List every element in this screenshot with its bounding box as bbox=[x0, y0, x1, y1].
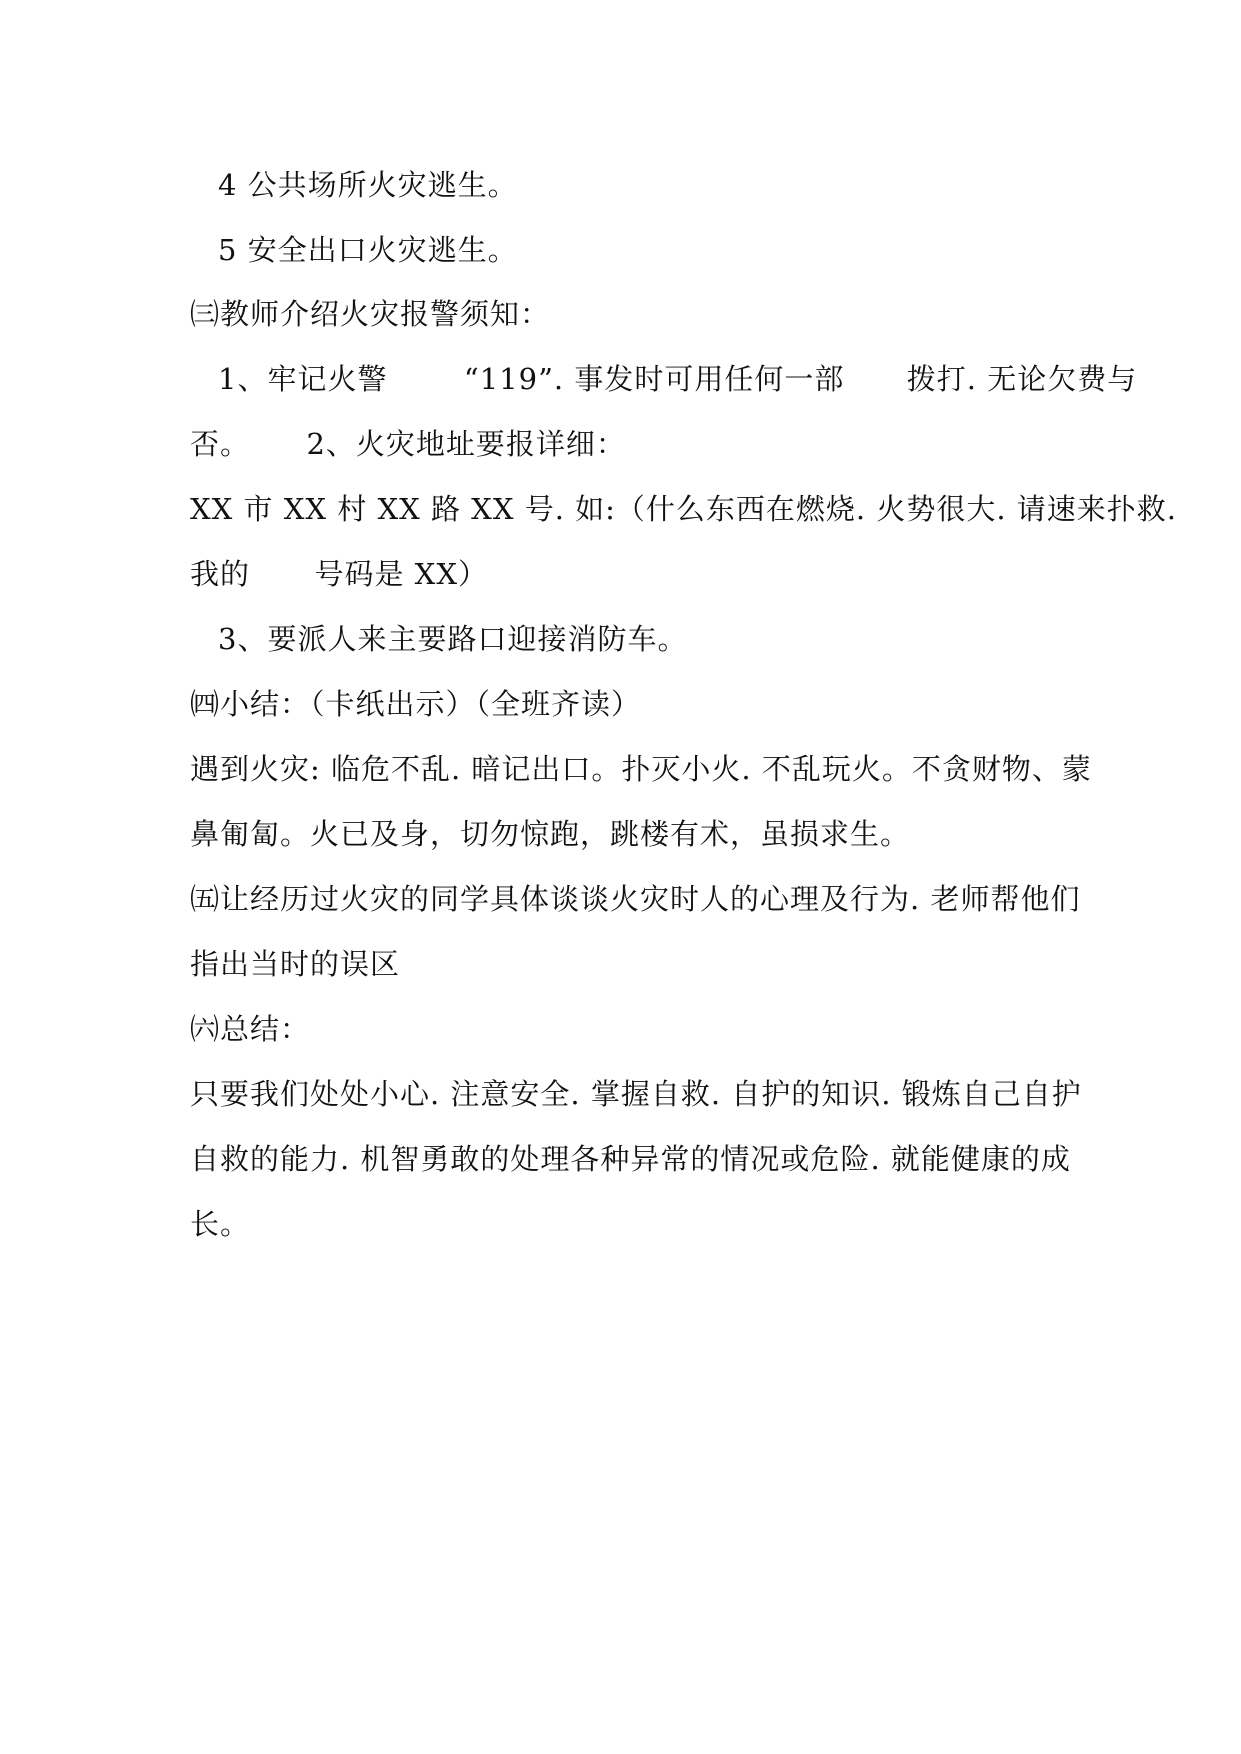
text-span: 3、要派人来主要路口迎接消防车。 bbox=[218, 622, 688, 656]
text-line bbox=[190, 814, 1070, 854]
text-line bbox=[218, 165, 1098, 205]
text-line bbox=[190, 944, 1070, 984]
text-span: 长。 bbox=[190, 1207, 251, 1241]
text-line bbox=[190, 489, 1177, 529]
section-heading bbox=[190, 684, 1070, 724]
text-span: 1、牢记火警 bbox=[218, 362, 388, 396]
text-span: ㈥总结： bbox=[190, 1012, 311, 1046]
text-span: 指出当时的误区 bbox=[190, 947, 401, 981]
section-heading bbox=[190, 294, 1070, 334]
text-span: 号码是 XX） bbox=[314, 557, 488, 591]
text-line bbox=[218, 230, 1098, 270]
text-span: 2、火灾地址要报详细： bbox=[306, 427, 626, 461]
text-span: ㈣小结：（卡纸出示）（全班齐读） bbox=[190, 687, 642, 721]
text-span: ㈤让经历过火灾的同学具体谈谈火灾时人的心理及行为. 老师帮他们 bbox=[190, 882, 1081, 916]
text-line bbox=[190, 1204, 1070, 1244]
text-span: 否。 bbox=[190, 427, 251, 461]
text-span: XX 市 XX 村 XX 路 XX 号. 如:（什么东西在燃烧. 火势很大. 请速来扑救. bbox=[190, 492, 1177, 526]
text-span: 5 安全出口火灾逃生。 bbox=[218, 233, 518, 267]
text-line bbox=[190, 1074, 1082, 1114]
section-heading bbox=[190, 879, 1081, 919]
text-span: ㈢教师介绍火灾报警须知： bbox=[190, 297, 551, 331]
text-span: 拨打. 无论欠费与 bbox=[906, 362, 1138, 396]
text-span: 我的 bbox=[190, 557, 251, 591]
text-line bbox=[190, 424, 1070, 464]
text-line bbox=[190, 554, 1070, 594]
section-heading bbox=[190, 1009, 1070, 1049]
text-span: 4 公共场所火灾逃生。 bbox=[218, 168, 518, 202]
text-span: 自救的能力. 机智勇敢的处理各种异常的情况或危险. 就能健康的成 bbox=[190, 1142, 1071, 1176]
text-span: 遇到火灾: 临危不乱. 暗记出口。扑灭小火. 不乱玩火。不贪财物、蒙 bbox=[190, 752, 1092, 786]
text-span: 只要我们处处小心. 注意安全. 掌握自救. 自护的知识. 锻炼自己自护 bbox=[190, 1077, 1082, 1111]
text-span: “119”. 事发时可用任何一部 bbox=[463, 362, 845, 396]
text-span: 鼻匍匐。火已及身，切勿惊跑，跳楼有术，虽损求生。 bbox=[190, 817, 911, 851]
text-line bbox=[218, 359, 1138, 399]
text-line bbox=[218, 619, 1098, 659]
text-line bbox=[190, 1139, 1070, 1179]
text-line bbox=[190, 749, 1092, 789]
